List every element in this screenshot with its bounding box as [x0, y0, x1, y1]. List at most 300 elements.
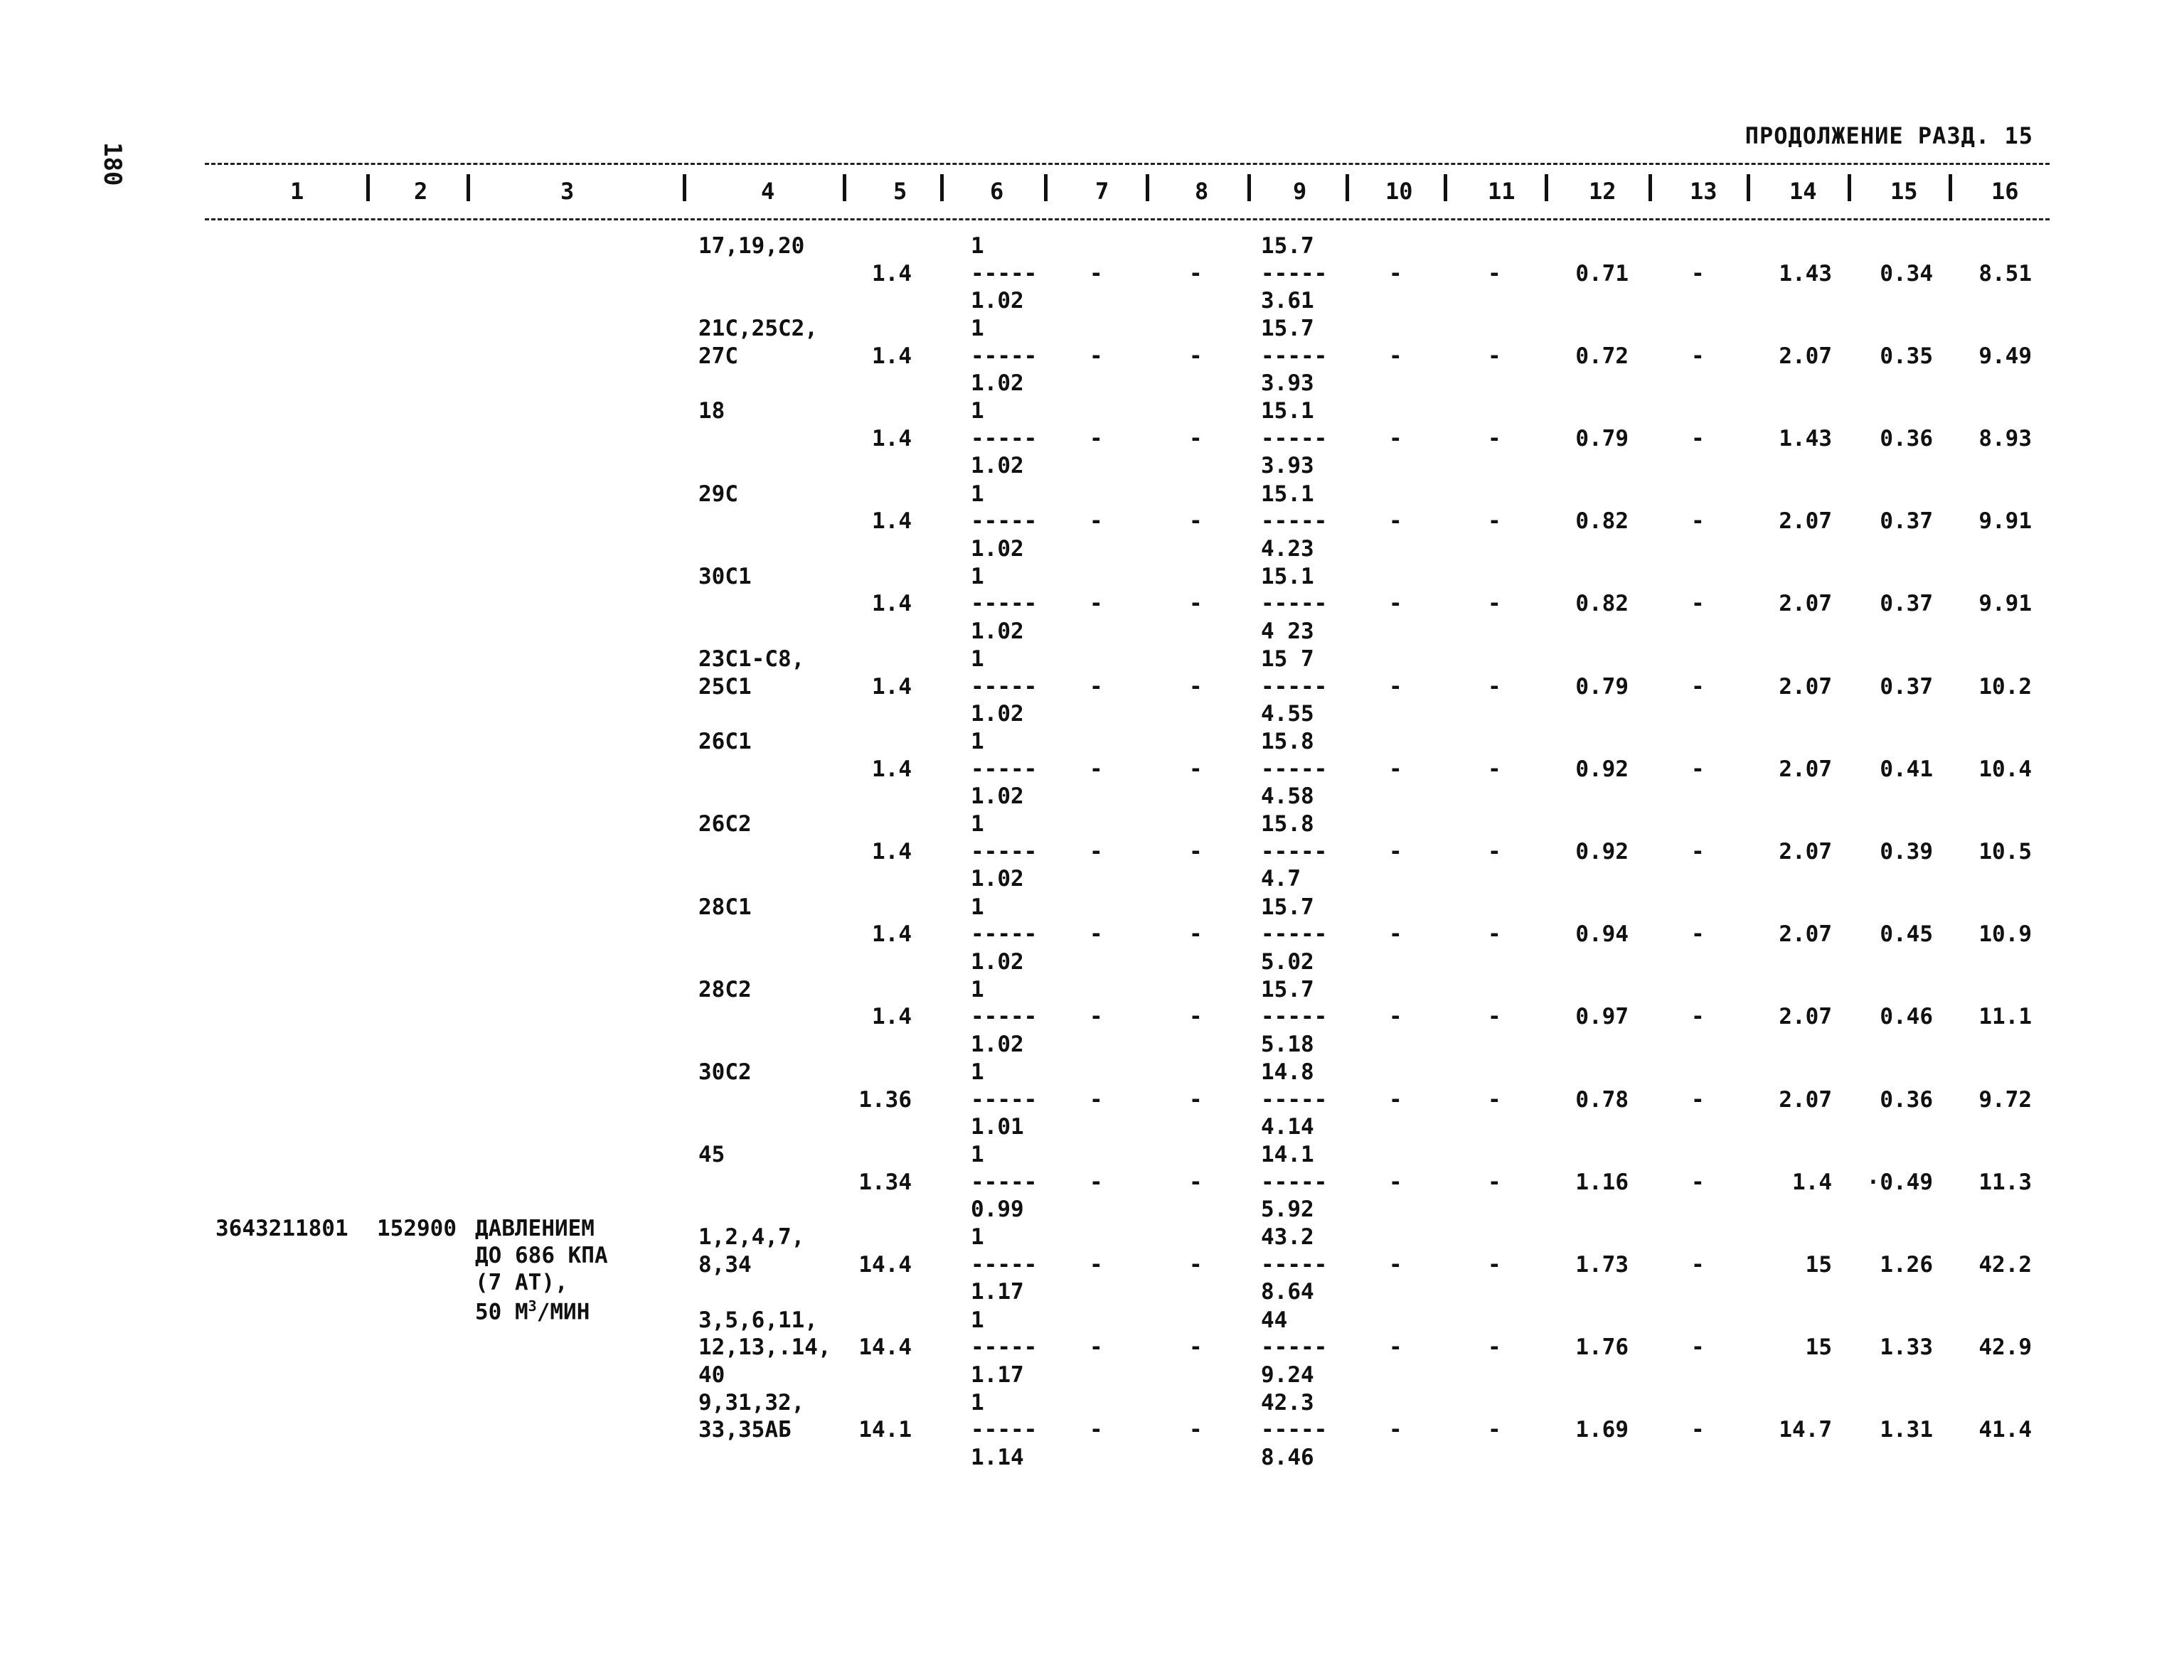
row-designation: 29С [698, 481, 738, 507]
row-col-6-fraction: 1 [971, 646, 984, 672]
row-col-16: 10.2 [1978, 673, 2032, 700]
row-col-6-fraction: 1 [971, 1142, 984, 1168]
row-col-9-fraction: ----- [1261, 591, 1328, 617]
row-col-11: - [1488, 508, 1501, 535]
row-col-11: - [1488, 425, 1501, 451]
row-col-9-fraction: ----- [1261, 838, 1328, 865]
row-col-6-fraction: 1 [971, 1059, 984, 1085]
row-col-6-fraction: 1 [971, 729, 984, 755]
row-col-16: 9.91 [1978, 591, 2032, 617]
row-col-6-fraction: 1.02 [971, 866, 1024, 892]
row-col-6-fraction: 1 [971, 233, 984, 259]
row-col-11: - [1488, 1169, 1501, 1195]
column-header-12: 12 [1589, 178, 1616, 205]
group-desc-line-3: (7 АТ), [475, 1270, 568, 1295]
row-col-6-fraction: 1.17 [971, 1279, 1024, 1305]
row-col-6-fraction: ----- [971, 1417, 1038, 1443]
row-col-6-fraction: ----- [971, 425, 1038, 451]
row-col-11: - [1488, 260, 1501, 287]
row-col-16: 10.5 [1978, 838, 2032, 865]
row-col-8: - [1189, 508, 1203, 535]
column-header-13: 13 [1690, 178, 1717, 205]
row-col-14: 2.07 [1779, 343, 1832, 369]
row-col-9-fraction: 43.2 [1261, 1224, 1314, 1251]
row-col-5: 1.4 [872, 1004, 912, 1030]
row-designation: 28С2 [698, 976, 752, 1002]
row-col-9-fraction: ----- [1261, 1169, 1328, 1195]
row-col-9-fraction: 9.24 [1261, 1361, 1314, 1388]
row-col-5: 1.4 [872, 921, 912, 948]
row-col-9-fraction: ----- [1261, 673, 1328, 700]
row-col-8: - [1189, 425, 1203, 451]
row-col-10: - [1389, 260, 1402, 287]
row-col-14: 14.7 [1779, 1417, 1832, 1443]
row-col-7: - [1090, 1251, 1103, 1278]
row-col-12: 1.69 [1575, 1417, 1629, 1443]
row-col-11: - [1488, 343, 1501, 369]
row-col-6-fraction: ----- [971, 260, 1038, 287]
column-separator [1247, 174, 1251, 201]
row-col-14: 15 [1805, 1251, 1832, 1278]
row-col-13: - [1691, 260, 1705, 287]
row-col-6-fraction: 0.99 [971, 1197, 1024, 1223]
row-col-9-fraction: 15.1 [1261, 398, 1314, 424]
row-col-8: - [1189, 1086, 1203, 1113]
row-col-15: 0.41 [1880, 756, 1933, 782]
row-col-11: - [1488, 838, 1501, 865]
row-col-6-fraction: 1 [971, 316, 984, 342]
row-col-6-fraction: ----- [971, 508, 1038, 535]
row-col-10: - [1389, 838, 1402, 865]
row-col-15: 0.35 [1880, 343, 1933, 369]
column-header-5: 5 [893, 178, 907, 205]
row-col-13: - [1691, 1169, 1705, 1195]
row-col-12: 1.73 [1575, 1251, 1629, 1278]
row-col-6-fraction: ----- [971, 1169, 1038, 1195]
row-col-14: 2.07 [1779, 921, 1832, 948]
row-col-12: 0.71 [1575, 260, 1629, 287]
column-header-4: 4 [761, 178, 775, 205]
row-col-12: 0.72 [1575, 343, 1629, 369]
row-designation: 28С1 [698, 894, 752, 920]
row-col-9-fraction: 15 7 [1261, 646, 1314, 672]
row-col-7: - [1090, 343, 1103, 369]
row-col-7: - [1090, 921, 1103, 948]
row-col-9-fraction: ----- [1261, 756, 1328, 782]
page-number: 180 [98, 142, 127, 186]
row-col-6-fraction: 1 [971, 481, 984, 507]
row-col-14: 2.07 [1779, 508, 1832, 535]
row-col-12: 0.97 [1575, 1004, 1629, 1030]
row-designation: 9,31,32, [698, 1389, 805, 1416]
row-col-11: - [1488, 1004, 1501, 1030]
row-designation: 45 [698, 1142, 725, 1168]
group-code-1: 3643211801 [215, 1216, 348, 1241]
row-col-13: - [1691, 343, 1705, 369]
row-col-6-fraction: ----- [971, 1004, 1038, 1030]
group-desc-line-1: ДАВЛЕНИЕМ [475, 1216, 595, 1241]
row-col-16: 42.9 [1978, 1334, 2032, 1361]
row-col-9-fraction: 15.8 [1261, 811, 1314, 838]
row-col-8: - [1189, 1334, 1203, 1361]
row-col-15: 0.45 [1880, 921, 1933, 948]
row-col-15: 1.33 [1880, 1334, 1933, 1361]
row-col-16: 10.9 [1978, 921, 2032, 948]
row-col-9-fraction: 3.93 [1261, 370, 1314, 397]
row-col-9-fraction: 4.14 [1261, 1114, 1314, 1140]
row-col-8: - [1189, 1417, 1203, 1443]
row-col-15: 1.31 [1880, 1417, 1933, 1443]
row-col-5: 14.4 [858, 1334, 912, 1361]
row-col-16: 10.4 [1978, 756, 2032, 782]
row-col-9-fraction: 15.1 [1261, 563, 1314, 589]
row-col-13: - [1691, 591, 1705, 617]
row-col-6-fraction: ----- [971, 673, 1038, 700]
row-col-13: - [1691, 508, 1705, 535]
row-col-6-fraction: 1 [971, 1307, 984, 1333]
row-col-10: - [1389, 343, 1402, 369]
row-col-15: 0.36 [1880, 425, 1933, 451]
row-designation: 27С [698, 343, 738, 369]
group-desc-line-2: ДО 686 КПА [475, 1243, 608, 1268]
row-col-13: - [1691, 425, 1705, 451]
row-col-6-fraction: ----- [971, 343, 1038, 369]
row-col-15: 0.39 [1880, 838, 1933, 865]
row-col-6-fraction: ----- [971, 1086, 1038, 1113]
row-col-9-fraction: 15.7 [1261, 976, 1314, 1002]
row-col-14: 2.07 [1779, 756, 1832, 782]
row-col-12: 0.82 [1575, 508, 1629, 535]
row-col-7: - [1090, 1417, 1103, 1443]
row-col-9-fraction: ----- [1261, 1251, 1328, 1278]
row-col-9-fraction: ----- [1261, 260, 1328, 287]
row-col-10: - [1389, 508, 1402, 535]
row-designation: 30С1 [698, 563, 752, 589]
row-col-6-fraction: 1 [971, 1389, 984, 1416]
row-col-8: - [1189, 673, 1203, 700]
row-designation: 23С1-С8, [698, 646, 805, 672]
row-col-8: - [1189, 1251, 1203, 1278]
row-col-9-fraction: 14.8 [1261, 1059, 1314, 1085]
row-col-14: 2.07 [1779, 1086, 1832, 1113]
column-header-11: 11 [1488, 178, 1516, 205]
row-col-6-fraction: 1.01 [971, 1114, 1024, 1140]
row-col-16: 8.93 [1978, 425, 2032, 451]
group-desc-exponent: 3 [528, 1298, 537, 1315]
row-col-9-fraction: 4.23 [1261, 535, 1314, 562]
row-col-10: - [1389, 756, 1402, 782]
row-col-13: - [1691, 1004, 1705, 1030]
column-separator [1848, 174, 1851, 201]
row-col-13: - [1691, 673, 1705, 700]
row-col-9-fraction: 15.7 [1261, 894, 1314, 920]
column-separator [1949, 174, 1952, 201]
row-designation: 12,13,.14, [698, 1334, 831, 1361]
row-col-9-fraction: 15.8 [1261, 729, 1314, 755]
row-col-9-fraction: ----- [1261, 1004, 1328, 1030]
row-col-9-fraction: ----- [1261, 1417, 1328, 1443]
row-col-11: - [1488, 1334, 1501, 1361]
row-col-8: - [1189, 260, 1203, 287]
row-col-13: - [1691, 838, 1705, 865]
row-col-14: 15 [1805, 1334, 1832, 1361]
row-col-7: - [1090, 591, 1103, 617]
row-col-16: 8.51 [1978, 260, 2032, 287]
row-designation: 25С1 [698, 673, 752, 700]
column-separator [1444, 174, 1447, 201]
row-col-6-fraction: 1 [971, 811, 984, 838]
row-col-6-fraction: 1.14 [971, 1444, 1024, 1470]
header-rule-top [205, 163, 2050, 165]
row-col-11: - [1488, 673, 1501, 700]
row-col-6-fraction: 1.02 [971, 1031, 1024, 1057]
row-col-10: - [1389, 1251, 1402, 1278]
row-col-8: - [1189, 1004, 1203, 1030]
row-col-13: - [1691, 921, 1705, 948]
row-col-9-fraction: ----- [1261, 425, 1328, 451]
row-col-12: 0.79 [1575, 673, 1629, 700]
row-col-6-fraction: 1.02 [971, 618, 1024, 644]
row-col-5: 1.34 [858, 1169, 912, 1195]
row-col-7: - [1090, 1004, 1103, 1030]
row-col-9-fraction: 4.55 [1261, 701, 1314, 727]
row-col-15: 0.37 [1880, 508, 1933, 535]
column-separator [940, 174, 944, 201]
row-col-6-fraction: ----- [971, 838, 1038, 865]
row-col-7: - [1090, 673, 1103, 700]
row-col-12: 0.92 [1575, 838, 1629, 865]
row-col-5: 1.4 [872, 425, 912, 451]
row-col-9-fraction: 8.64 [1261, 1279, 1314, 1305]
row-col-11: - [1488, 756, 1501, 782]
column-separator [467, 174, 470, 201]
row-col-7: - [1090, 756, 1103, 782]
row-col-14: 2.07 [1779, 591, 1832, 617]
row-col-9-fraction: ----- [1261, 1334, 1328, 1361]
row-col-13: - [1691, 1334, 1705, 1361]
row-col-6-fraction: 1.02 [971, 701, 1024, 727]
row-col-8: - [1189, 343, 1203, 369]
section-heading: ПРОДОЛЖЕНИЕ РАЗД. 15 [1744, 122, 2033, 149]
row-col-11: - [1488, 921, 1501, 948]
group-code-2: 152900 [377, 1216, 457, 1241]
row-designation: 17,19,20 [698, 233, 805, 259]
row-designation: 30С2 [698, 1059, 752, 1085]
row-col-5: 1.4 [872, 838, 912, 865]
row-col-16: 11.1 [1978, 1004, 2032, 1030]
row-col-9-fraction: 5.92 [1261, 1197, 1314, 1223]
row-col-11: - [1488, 591, 1501, 617]
row-col-5: 1.4 [872, 343, 912, 369]
row-col-7: - [1090, 425, 1103, 451]
row-col-16: 9.72 [1978, 1086, 2032, 1113]
row-col-7: - [1090, 1169, 1103, 1195]
column-separator [1044, 174, 1048, 201]
row-col-6-fraction: ----- [971, 921, 1038, 948]
row-designation: 21С,25С2, [698, 316, 818, 342]
row-col-14: 1.43 [1779, 260, 1832, 287]
row-col-11: - [1488, 1417, 1501, 1443]
row-col-7: - [1090, 1334, 1103, 1361]
row-col-12: 0.94 [1575, 921, 1629, 948]
row-col-6-fraction: 1 [971, 1224, 984, 1251]
row-col-6-fraction: 1.02 [971, 783, 1024, 810]
row-col-12: 1.76 [1575, 1334, 1629, 1361]
row-col-6-fraction: 1.02 [971, 948, 1024, 975]
column-header-14: 14 [1789, 178, 1817, 205]
row-col-10: - [1389, 425, 1402, 451]
row-col-15: 0.36 [1880, 1086, 1933, 1113]
column-separator [1146, 174, 1149, 201]
row-designation: 26С2 [698, 811, 752, 838]
row-col-5: 1.4 [872, 508, 912, 535]
column-separator [1747, 174, 1750, 201]
row-col-16: 42.2 [1978, 1251, 2032, 1278]
row-col-6-fraction: 1.02 [971, 535, 1024, 562]
row-col-6-fraction: 1 [971, 894, 984, 920]
column-header-1: 1 [290, 178, 304, 205]
row-col-16: 9.91 [1978, 508, 2032, 535]
row-col-12: 0.92 [1575, 756, 1629, 782]
row-col-9-fraction: 15.1 [1261, 481, 1314, 507]
row-col-7: - [1090, 508, 1103, 535]
column-header-6: 6 [990, 178, 1004, 205]
row-col-10: - [1389, 1004, 1402, 1030]
column-header-7: 7 [1095, 178, 1109, 205]
row-col-14: 1.43 [1779, 425, 1832, 451]
row-col-7: - [1090, 838, 1103, 865]
row-col-5: 14.4 [858, 1251, 912, 1278]
row-col-9-fraction: 15.7 [1261, 233, 1314, 259]
group-desc-unit: 50 М [475, 1299, 528, 1325]
row-col-11: - [1488, 1251, 1501, 1278]
row-col-10: - [1389, 1334, 1402, 1361]
row-col-10: - [1389, 1086, 1402, 1113]
row-designation: 18 [698, 398, 725, 424]
row-col-15: 0.37 [1880, 673, 1933, 700]
column-separator [1346, 174, 1349, 201]
row-col-9-fraction: ----- [1261, 508, 1328, 535]
column-separator [683, 174, 686, 201]
row-col-9-fraction: 3.61 [1261, 288, 1314, 314]
row-col-6-fraction: 1.02 [971, 370, 1024, 397]
row-col-8: - [1189, 756, 1203, 782]
column-header-15: 15 [1890, 178, 1918, 205]
row-col-13: - [1691, 1251, 1705, 1278]
row-designation: 3,5,6,11, [698, 1307, 818, 1333]
row-col-9-fraction: ----- [1261, 1086, 1328, 1113]
group-desc-line-4 [475, 1299, 590, 1323]
row-col-10: - [1389, 1169, 1402, 1195]
row-col-10: - [1389, 591, 1402, 617]
row-col-13: - [1691, 1086, 1705, 1113]
row-col-9-fraction: 5.02 [1261, 948, 1314, 975]
row-col-5: 1.4 [872, 673, 912, 700]
row-col-11: - [1488, 1086, 1501, 1113]
row-col-6-fraction: ----- [971, 591, 1038, 617]
row-col-15: 0.34 [1880, 260, 1933, 287]
row-col-12: 0.79 [1575, 425, 1629, 451]
row-col-8: - [1189, 591, 1203, 617]
row-col-6-fraction: 1 [971, 976, 984, 1002]
row-col-13: - [1691, 756, 1705, 782]
row-col-5: 1.4 [872, 260, 912, 287]
row-col-8: - [1189, 838, 1203, 865]
row-col-13: - [1691, 1417, 1705, 1443]
row-col-12: 1.16 [1575, 1169, 1629, 1195]
row-col-5: 14.1 [858, 1417, 912, 1443]
row-col-7: - [1090, 260, 1103, 287]
header-rule-bottom [205, 218, 2050, 220]
column-separator [366, 174, 370, 201]
row-designation: 8,34 [698, 1251, 752, 1278]
row-col-15: 0.46 [1880, 1004, 1933, 1030]
row-col-9-fraction: 3.93 [1261, 453, 1314, 479]
column-header-16: 16 [1991, 178, 2019, 205]
row-col-10: - [1389, 1417, 1402, 1443]
row-col-9-fraction: 44 [1261, 1307, 1288, 1333]
row-col-15: 1.26 [1880, 1251, 1933, 1278]
row-col-9-fraction: 8.46 [1261, 1444, 1314, 1470]
row-col-6-fraction: 1.02 [971, 288, 1024, 314]
column-header-9: 9 [1293, 178, 1307, 205]
row-col-14: 2.07 [1779, 673, 1832, 700]
row-col-14: 2.07 [1779, 1004, 1832, 1030]
row-col-9-fraction: 42.3 [1261, 1389, 1314, 1416]
row-col-15: 0.37 [1880, 591, 1933, 617]
row-col-9-fraction: 4 23 [1261, 618, 1314, 644]
row-col-16: 9.49 [1978, 343, 2032, 369]
column-header-8: 8 [1195, 178, 1209, 205]
row-col-9-fraction: 4.58 [1261, 783, 1314, 810]
row-designation: 26С1 [698, 729, 752, 755]
row-col-14: 1.4 [1792, 1169, 1832, 1195]
row-col-9-fraction: 5.18 [1261, 1031, 1314, 1057]
row-col-9-fraction: 15.7 [1261, 316, 1314, 342]
row-designation: 33,35АБ [698, 1417, 792, 1443]
row-col-12: 0.82 [1575, 591, 1629, 617]
group-desc-unit-suffix: /МИН [536, 1299, 590, 1325]
column-separator [1545, 174, 1548, 201]
row-designation: 40 [698, 1361, 725, 1388]
row-col-14: 2.07 [1779, 838, 1832, 865]
row-col-5: 1.4 [872, 756, 912, 782]
row-col-16: 11.3 [1978, 1169, 2032, 1195]
row-col-9-fraction: 14.1 [1261, 1142, 1314, 1168]
row-col-10: - [1389, 673, 1402, 700]
row-col-6-fraction: ----- [971, 1251, 1038, 1278]
column-header-10: 10 [1385, 178, 1413, 205]
row-col-7: - [1090, 1086, 1103, 1113]
row-col-9-fraction: ----- [1261, 343, 1328, 369]
row-col-6-fraction: 1.02 [971, 453, 1024, 479]
row-col-12: 0.78 [1575, 1086, 1629, 1113]
row-col-16: 41.4 [1978, 1417, 2032, 1443]
row-col-8: - [1189, 921, 1203, 948]
row-col-6-fraction: 1 [971, 398, 984, 424]
row-designation: 1,2,4,7, [698, 1224, 805, 1251]
column-separator [843, 174, 846, 201]
row-col-6-fraction: 1 [971, 563, 984, 589]
row-col-6-fraction: ----- [971, 1334, 1038, 1361]
column-header-2: 2 [414, 178, 428, 205]
row-col-9-fraction: 4.7 [1261, 866, 1301, 892]
column-separator [1648, 174, 1652, 201]
row-col-5: 1.36 [858, 1086, 912, 1113]
row-col-8: - [1189, 1169, 1203, 1195]
row-col-5: 1.4 [872, 591, 912, 617]
row-col-9-fraction: ----- [1261, 921, 1328, 948]
